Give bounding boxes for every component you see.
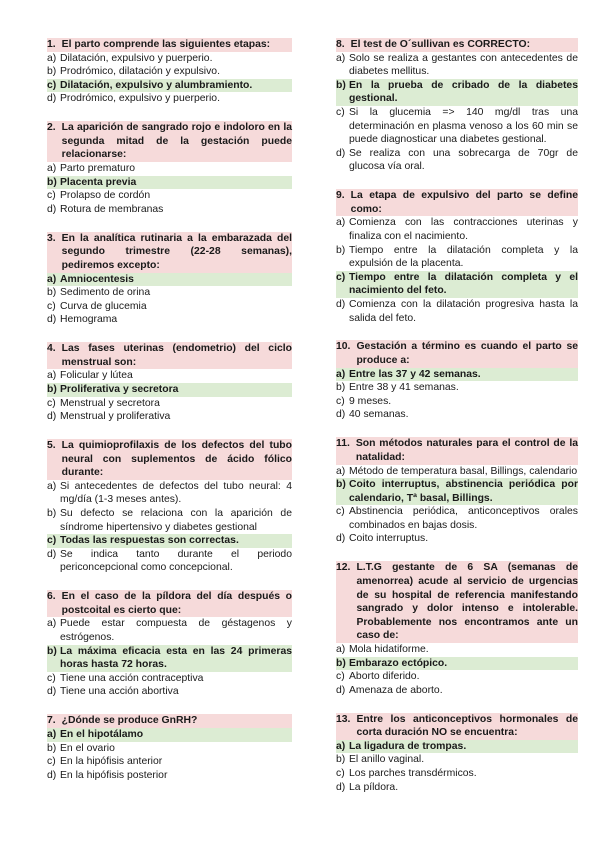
question-block [336, 340, 578, 422]
answer-option [336, 216, 578, 243]
question-text: Gestación a término es cuando el parto se produce a: [356, 341, 578, 367]
question-block [47, 590, 292, 699]
option-label: a) [47, 370, 57, 382]
question-title [47, 590, 292, 617]
question-text: En el caso de la píldora del día después o postcoital es cierto que: [61, 591, 292, 616]
option-text: Los parches transdérmicos. [349, 767, 477, 779]
option-label: a) [336, 217, 346, 229]
option-text: Puede estar compuesta de géstagenos y estrógenos. [60, 618, 292, 644]
option-text: Proliferativa y secretora [60, 383, 179, 395]
answer-option [336, 147, 578, 174]
option-label: a) [47, 480, 57, 492]
option-text: Amniocentesis [60, 273, 134, 285]
answer-option [336, 106, 578, 147]
option-label: b) [47, 66, 57, 78]
answer-option [336, 465, 578, 479]
option-label: a) [47, 618, 57, 630]
answer-option [47, 755, 292, 769]
option-text: Mola hidatiforme. [349, 643, 429, 655]
question-text: Entre los anticonceptivos hormonales de corta duración NO se encuentra: [356, 713, 578, 739]
answer-option [47, 300, 292, 314]
question-number: 12. [336, 562, 351, 574]
option-text: Coito interruptus. [349, 533, 429, 545]
question-title [47, 121, 292, 162]
option-label: c) [47, 756, 56, 768]
question-number: 13. [336, 713, 351, 725]
option-text: Tiempo entre la dilatación completa y la expulsión de la placenta. [349, 244, 578, 270]
option-label: c) [336, 506, 345, 518]
option-text: Coito interruptus, abstinencia periódica por calendario, Tª basal, Billings. [349, 479, 578, 504]
option-text: Prodrómico, expulsivo y puerperio. [60, 93, 220, 105]
option-text: Se indica tanto durante el periodo periconcepcional como concepcional. [60, 548, 292, 574]
answer-option [336, 52, 578, 79]
option-label: c) [47, 535, 57, 547]
question-text: El test de O´sullivan es CORRECTO: [350, 39, 531, 50]
option-label: d) [336, 781, 346, 793]
option-label: a) [47, 52, 57, 64]
correct-answer-option [336, 657, 578, 671]
right-column [336, 38, 578, 809]
option-text: Folicular y lútea [60, 370, 133, 382]
option-label: d) [47, 411, 57, 423]
question-number: 2. [47, 122, 56, 134]
option-label: b) [336, 79, 346, 91]
option-label: b) [47, 742, 57, 754]
answer-option [47, 189, 292, 203]
question-title [47, 38, 292, 52]
answer-option [336, 381, 578, 395]
question-title [47, 714, 292, 728]
option-text: Dilatación, expulsivo y alumbramiento. [60, 79, 253, 91]
correct-answer-option [336, 740, 578, 754]
answer-option [47, 672, 292, 686]
option-text: Parto prematuro [60, 163, 136, 175]
question-title [336, 437, 578, 464]
option-label: c) [336, 395, 345, 407]
option-text: Curva de glucemia [60, 300, 147, 312]
question-number: 3. [47, 232, 56, 244]
question-title [47, 342, 292, 369]
option-text: Aborto diferido. [349, 671, 420, 683]
option-label: a) [336, 740, 346, 752]
option-text: Embarazo ectópico. [349, 657, 448, 669]
option-label: b) [336, 657, 346, 669]
option-label: a) [336, 52, 346, 64]
answer-option [336, 753, 578, 767]
question-number: 1. [47, 39, 56, 50]
option-text: La máxima eficacia esta en las 24 primeras horas hasta 72 horas. [60, 645, 292, 671]
option-label: c) [47, 79, 57, 91]
question-text: La quimioprofilaxis de los defectos del tubo neural con suplementos de ácido fólico durante: [61, 440, 292, 479]
question-title [336, 713, 578, 740]
question-block [336, 713, 578, 795]
option-label: d) [336, 409, 346, 421]
question-text: L.T.G gestante de 6 SA (semanas de amenorrea) acude al servicio de urgencias de su hospital de referencia manifestando sangrado y dolor intenso e intolerable. Probablemente nos encontramos ante un caso de: [356, 562, 578, 642]
option-text: 40 semanas. [349, 409, 409, 421]
answer-option [336, 643, 578, 657]
question-text: ¿Dónde se produce GnRH? [61, 715, 198, 727]
option-label: b) [47, 383, 57, 395]
question-block [47, 714, 292, 782]
answer-option [336, 781, 578, 795]
option-text: Rotura de membranas [60, 203, 164, 215]
question-block [336, 561, 578, 697]
option-text: En el hipotálamo [60, 728, 144, 740]
option-text: Se realiza con una sobrecarga de 70gr de glucosa vía oral. [349, 147, 578, 173]
answer-option [336, 532, 578, 546]
answer-option [47, 286, 292, 300]
option-text: Todas las respuestas son correctas. [60, 535, 239, 547]
answer-option [47, 52, 292, 66]
option-label: d) [336, 684, 346, 696]
correct-answer-option [336, 478, 578, 505]
option-text: Dilatación, expulsivo y puerperio. [60, 52, 213, 64]
question-text: La aparición de sangrado rojo e indoloro en la segunda mitad de la gestación puede relacionarse: [61, 122, 292, 161]
correct-answer-option [336, 79, 578, 106]
correct-answer-option [47, 176, 292, 190]
question-number: 6. [47, 591, 56, 603]
question-number: 9. [336, 190, 345, 202]
answer-option [336, 395, 578, 409]
option-label: b) [336, 382, 346, 394]
question-text: La etapa de expulsivo del parto se define como: [350, 190, 578, 215]
option-text: Tiempo entre la dilatación completa y el nacimiento del feto. [349, 271, 578, 297]
correct-answer-option [47, 383, 292, 397]
correct-answer-option [47, 534, 292, 548]
correct-answer-option [336, 271, 578, 298]
answer-option [47, 162, 292, 176]
option-label: b) [336, 244, 346, 256]
option-label: c) [336, 767, 345, 779]
option-label: d) [336, 147, 346, 159]
question-block [47, 121, 292, 216]
question-title [336, 38, 578, 52]
correct-answer-option [47, 273, 292, 287]
question-block [336, 38, 578, 174]
answer-option [47, 65, 292, 79]
correct-answer-option [47, 645, 292, 672]
option-label: b) [336, 479, 346, 491]
answer-option [47, 617, 292, 644]
option-label: b) [47, 176, 57, 188]
option-text: Comienza con la dilatación progresiva hasta la salida del feto. [349, 298, 578, 324]
question-title [47, 439, 292, 480]
answer-option [47, 410, 292, 424]
option-label: c) [47, 397, 56, 409]
question-title [336, 189, 578, 216]
option-text: Su defecto se relaciona con la aparición de síndrome hipertensivo y diabetes gestional [60, 508, 292, 533]
option-text: 9 meses. [349, 395, 392, 407]
option-label: c) [336, 106, 345, 118]
option-text: En el ovario [60, 742, 115, 754]
answer-option [47, 685, 292, 699]
answer-option [47, 313, 292, 327]
option-text: Sedimento de orina [60, 287, 151, 299]
answer-option [336, 670, 578, 684]
correct-answer-option [47, 79, 292, 93]
question-number: 8. [336, 39, 345, 50]
option-text: Comienza con las contracciones uterinas y finaliza con el nacimiento. [349, 217, 578, 243]
option-label: a) [47, 273, 57, 285]
option-text: Placenta previa [60, 176, 137, 188]
option-label: c) [47, 190, 56, 202]
option-text: El anillo vaginal. [349, 754, 425, 766]
answer-option [336, 298, 578, 325]
option-label: d) [47, 548, 57, 560]
option-text: Tiene una acción abortiva [60, 686, 179, 698]
option-text: Si la glucemia => 140 mg/dl tras una determinación en plasma venoso a los 60 min se puede diagnosticar una diabetes gestional. [349, 106, 578, 146]
option-text: Menstrual y proliferativa [60, 411, 171, 423]
option-label: b) [47, 645, 57, 657]
option-label: c) [336, 271, 346, 283]
answer-option [47, 742, 292, 756]
question-title [47, 232, 292, 273]
option-label: b) [47, 508, 57, 519]
option-label: a) [336, 465, 346, 477]
answer-option [47, 397, 292, 411]
option-label: d) [47, 93, 57, 105]
question-number: 7. [47, 715, 56, 727]
question-number: 11. [336, 438, 350, 450]
question-number: 10. [336, 341, 351, 353]
answer-option [336, 767, 578, 781]
option-label: d) [47, 686, 57, 698]
question-title [336, 340, 578, 367]
question-number: 4. [47, 343, 56, 355]
answer-option [47, 203, 292, 217]
answer-option [47, 769, 292, 783]
question-block [336, 189, 578, 325]
answer-option [47, 507, 292, 534]
option-label: b) [47, 287, 57, 299]
option-text: Amenaza de aborto. [349, 684, 443, 696]
option-label: a) [336, 643, 346, 655]
question-number: 5. [47, 440, 56, 452]
option-label: a) [47, 163, 57, 175]
option-text: En la hipófisis posterior [60, 769, 168, 781]
question-block [47, 38, 292, 106]
answer-option [336, 505, 578, 532]
option-text: Abstinencia periódica, anticonceptivos orales combinados en bajas dosis. [349, 506, 578, 531]
question-text: Las fases uterinas (endometrio) del ciclo menstrual son: [61, 343, 292, 368]
answer-option [336, 408, 578, 422]
option-text: La ligadura de trompas. [349, 740, 467, 752]
question-block [47, 439, 292, 575]
option-text: Prolapso de cordón [60, 190, 151, 202]
question-text: El parto comprende las siguientes etapas: [61, 39, 271, 50]
question-block [47, 232, 292, 327]
option-text: En la hipófisis anterior [60, 756, 163, 768]
correct-answer-option [47, 728, 292, 742]
question-text: Son métodos naturales para el control de la natalidad: [355, 438, 578, 463]
question-block [47, 342, 292, 424]
option-label: d) [47, 769, 57, 781]
correct-answer-option [336, 368, 578, 382]
option-text: Método de temperatura basal, Billings, calendario [349, 465, 578, 477]
option-text: Menstrual y secretora [60, 397, 160, 409]
answer-option [47, 92, 292, 106]
option-label: c) [336, 671, 345, 683]
option-text: Prodrómico, dilatación y expulsivo. [60, 66, 220, 78]
option-label: d) [47, 314, 57, 326]
option-text: La píldora. [349, 781, 399, 793]
question-block [336, 437, 578, 546]
answer-option [336, 244, 578, 271]
option-label: c) [47, 300, 56, 312]
option-label: c) [47, 672, 56, 684]
question-text: En la analítica rutinaria a la embarazada del segundo trimestre (22-28 semanas), pediremos excepto: [61, 232, 292, 271]
option-text: Solo se realiza a gestantes con antecedentes de diabetes mellitus. [349, 52, 578, 78]
option-label: d) [47, 203, 57, 215]
answer-option [47, 369, 292, 383]
option-label: a) [47, 728, 57, 740]
question-title [336, 561, 578, 643]
option-label: d) [336, 298, 346, 310]
option-label: b) [336, 754, 346, 766]
answer-option [47, 548, 292, 575]
option-text: Entre las 37 y 42 semanas. [349, 368, 481, 380]
option-text: Entre 38 y 41 semanas. [349, 382, 459, 394]
option-text: Si antecedentes de defectos del tubo neural: 4 mg/día (1-3 meses antes). [60, 480, 292, 506]
option-label: a) [336, 368, 346, 380]
answer-option [336, 684, 578, 698]
left-column [47, 38, 292, 798]
option-label: d) [336, 533, 346, 545]
option-text: Tiene una acción contraceptiva [60, 672, 204, 684]
option-text: En la prueba de cribado de la diabetes gestional. [349, 79, 578, 105]
option-text: Hemograma [60, 314, 118, 326]
answer-option [47, 480, 292, 507]
